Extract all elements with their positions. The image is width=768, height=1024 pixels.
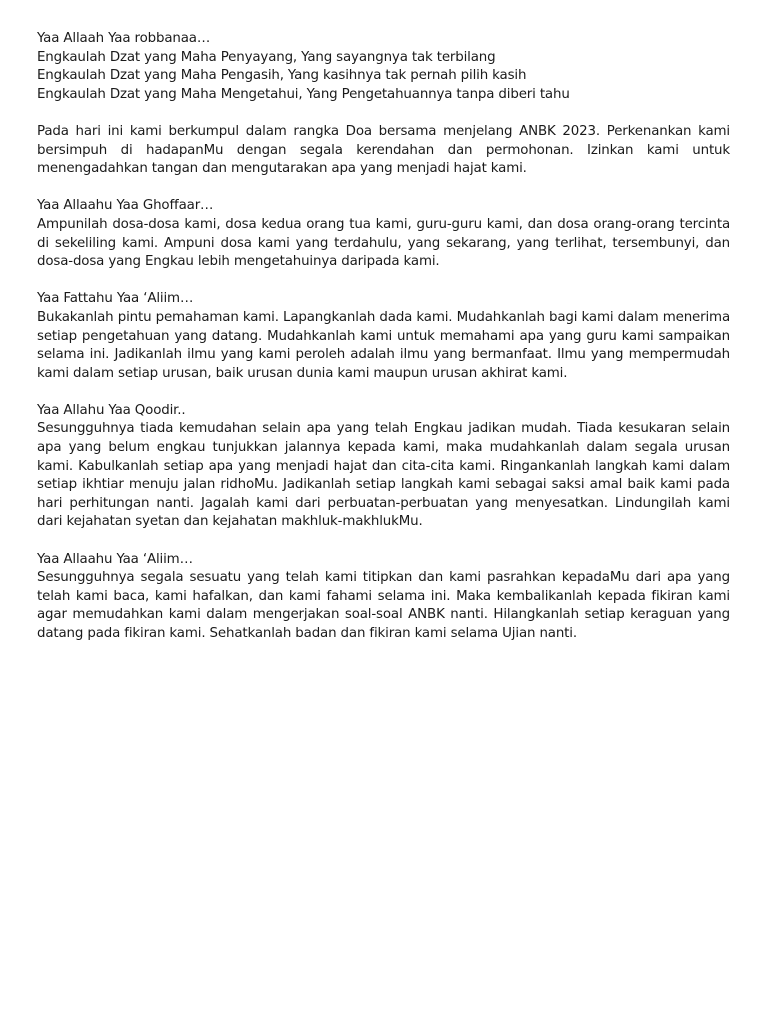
prayer-paragraph: Sesungguhnya tiada kemudahan selain apa yang telah Engkau jadikan mudah. Tiada kesukaran selain apa yang belum engkau tunjukkan jalannya kepada kami, maka mudahkanlah dalam segala urusan kami. Kabulkanlah setiap apa yang menjadi hajat dan cita-cita kami. Ringankanlah langkah kami dalam setiap ikhtiar menuju jalan ridhoMu. Jadikanlah setiap langkah kami sebagai saksi amal baik kami pada hari perhitungan nanti. Jagalah kami dari perbuatan-perbuatan yang menyesatkan. Lindungilah kami dari kejahatan syetan dan kejahatan makhluk-makhlukMu. xyxy=(37,421,730,530)
prayer-section xyxy=(37,402,730,532)
prayer-paragraph: Sesungguhnya segala sesuatu yang telah kami titipkan dan kami pasrahkan kepadaMu dari apa yang telah kami baca, kami hafalkan, dan kami fahami selama ini. Maka kembalikanlah kepada fikiran kami agar memudahkan kami dalam mengerjakan soal-soal ANBK nanti. Hilangkanlah setiap keraguan yang datang pada fikiran kami. Sehatkanlah badan dan fikiran kami selama Ujian nanti. xyxy=(37,570,730,641)
prayer-heading: Yaa Allaahu Yaa Ghoffaar… xyxy=(37,198,214,214)
intro-paragraph-block xyxy=(37,123,730,179)
opening-line: Engkaulah Dzat yang Maha Mengetahui, Yang Pengetahuannya tanpa diberi tahu xyxy=(37,86,570,102)
opening-invocation xyxy=(37,30,730,104)
opening-line: Engkaulah Dzat yang Maha Penyayang, Yang sayangnya tak terbilang xyxy=(37,49,496,65)
opening-line: Yaa Allaah Yaa robbanaa… xyxy=(37,31,211,46)
prayer-heading: Yaa Allahu Yaa Qoodir.. xyxy=(37,402,186,418)
prayer-heading: Yaa Fattahu Yaa ‘Aliim… xyxy=(37,291,194,307)
opening-line: Engkaulah Dzat yang Maha Pengasih, Yang kasihnya tak pernah pilih kasih xyxy=(37,68,527,84)
prayer-paragraph: Ampunilah dosa-dosa kami, dosa kedua orang tua kami, guru-guru kami, dan dosa orang-orang tercinta di sekeliling kami. Ampuni dosa kami yang terdahulu, yang sekarang, yang terlihat, tersembunyi, dan dosa-dosa yang Engkau lebih mengetahuinya daripada kami. xyxy=(37,216,730,270)
prayer-section xyxy=(37,290,730,383)
prayer-heading: Yaa Allaahu Yaa ‘Aliim… xyxy=(37,551,193,567)
intro-paragraph: Pada hari ini kami berkumpul dalam rangka Doa bersama menjelang ANBK 2023. Perkenankan kami bersimpuh di hadapanMu dengan segala kerendahan dan permohonan. Izinkan kami untuk menengadahkan tangan dan mengutarakan apa yang menjadi hajat kami. xyxy=(37,123,730,177)
document-page xyxy=(37,30,730,644)
prayer-paragraph: Bukakanlah pintu pemahaman kami. Lapangkanlah dada kami. Mudahkanlah bagi kami dalam menerima setiap pengetahuan yang datang. Mudahkanlah kami untuk memahami apa yang guru kami sampaikan selama ini. Jadikanlah ilmu yang kami peroleh adalah ilmu yang bermanfaat. Ilmu yang mempermudah kami dalam setiap urusan, baik urusan dunia kami maupun urusan akhirat kami. xyxy=(37,309,730,381)
prayer-section xyxy=(37,197,730,271)
prayer-section xyxy=(37,551,730,644)
